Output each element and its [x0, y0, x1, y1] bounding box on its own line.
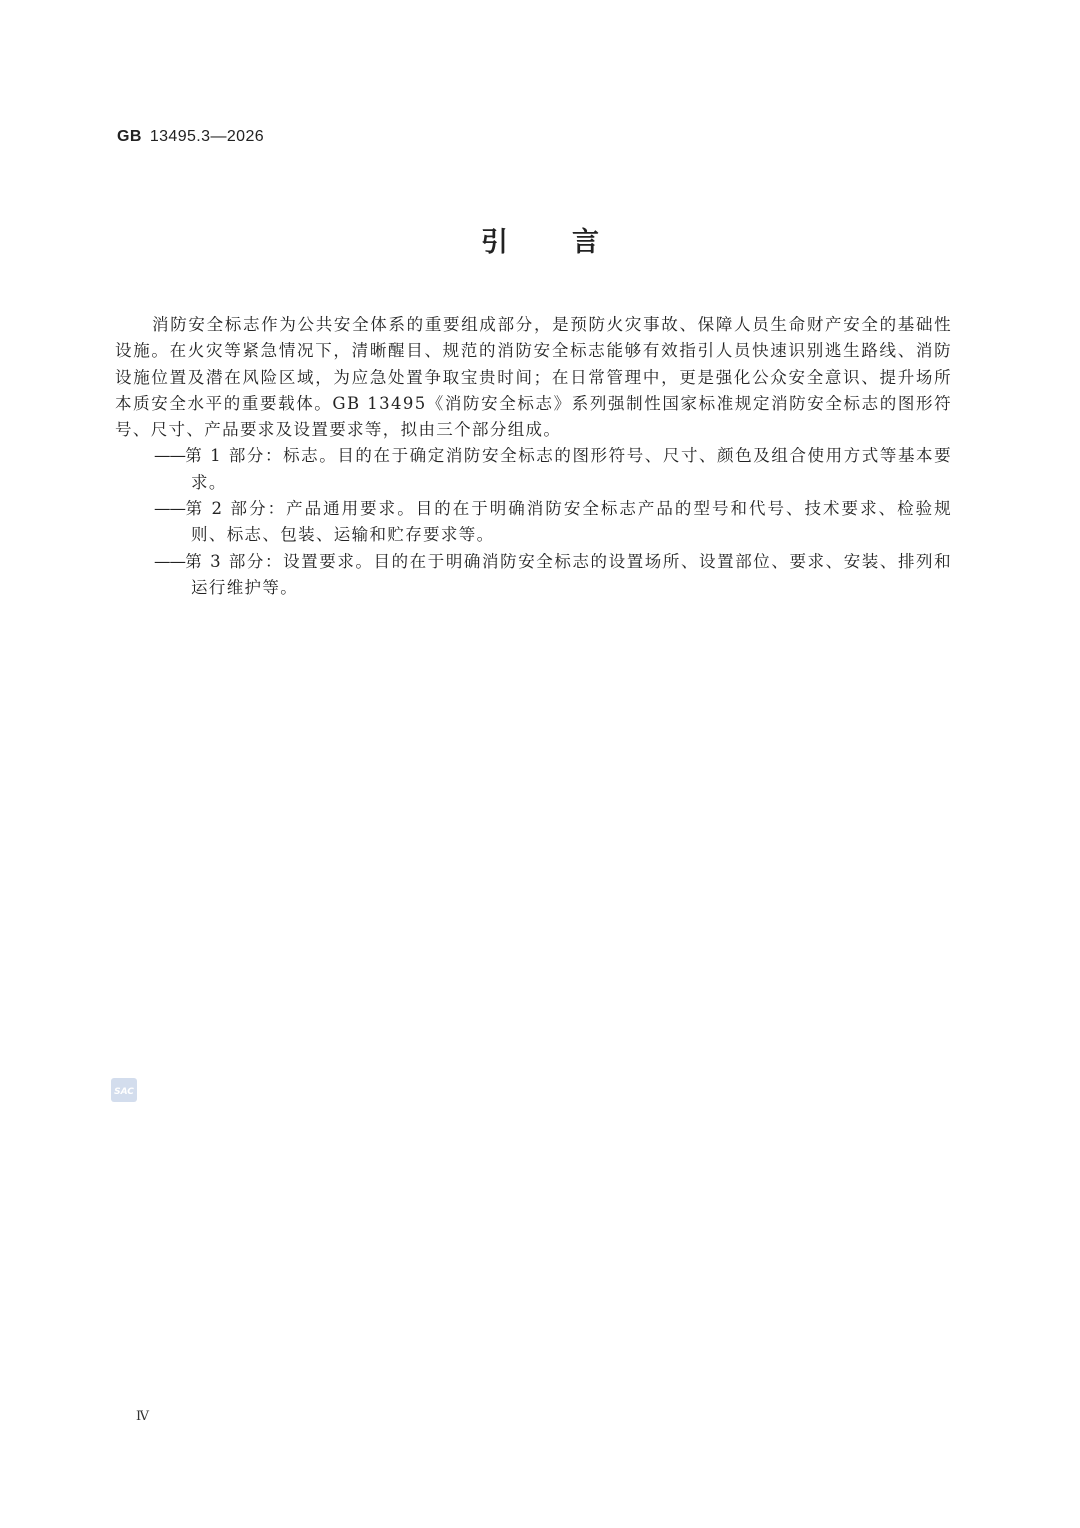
list-item-text: 第 2 部分：产品通用要求。目的在于明确消防安全标志产品的型号和代号、技术要求、检验规则、标志、包装、运输和贮存要求等。 — [185, 499, 952, 545]
sac-logo-icon — [110, 1077, 138, 1103]
watermark-text: SAC — [114, 1087, 134, 1097]
page-title: 引言 — [481, 227, 663, 258]
dash-marker: —— — [154, 446, 185, 466]
list-item — [115, 496, 952, 549]
list-item — [115, 549, 952, 602]
standard-header — [117, 128, 264, 146]
standard-prefix: GB — [117, 128, 142, 145]
standard-number: 13495.3—2026 — [149, 128, 265, 145]
page-number: Ⅳ — [136, 1408, 149, 1423]
intro-paragraph: 消防安全标志作为公共安全体系的重要组成部分，是预防火灾事故、保障人员生命财产安全的基础性设施。在火灾等紧急情况下，清晰醒目、规范的消防安全标志能够有效指引人员快速识别逃生路线、消防设施位置及潜在风险区域，为应急处置争取宝贵时间；在日常管理中，更是强化公众安全意识、提升场所本质安全水平的重要载体。GB 13495《消防安全标志》系列强制性国家标准规定消防安全标志的图形符号、尺寸、产品要求及设置要求等，拟由三个部分组成。 — [115, 315, 952, 440]
dash-marker: —— — [154, 551, 185, 571]
list-item — [115, 443, 952, 496]
list-item-text: 第 1 部分：标志。目的在于确定消防安全标志的图形符号、尺寸、颜色及组合使用方式等基本要求。 — [185, 446, 952, 492]
introduction-body — [115, 312, 952, 601]
dash-marker: —— — [154, 499, 185, 519]
list-item-text: 第 3 部分：设置要求。目的在于明确消防安全标志的设置场所、设置部位、要求、安装、排列和运行维护等。 — [185, 551, 952, 597]
